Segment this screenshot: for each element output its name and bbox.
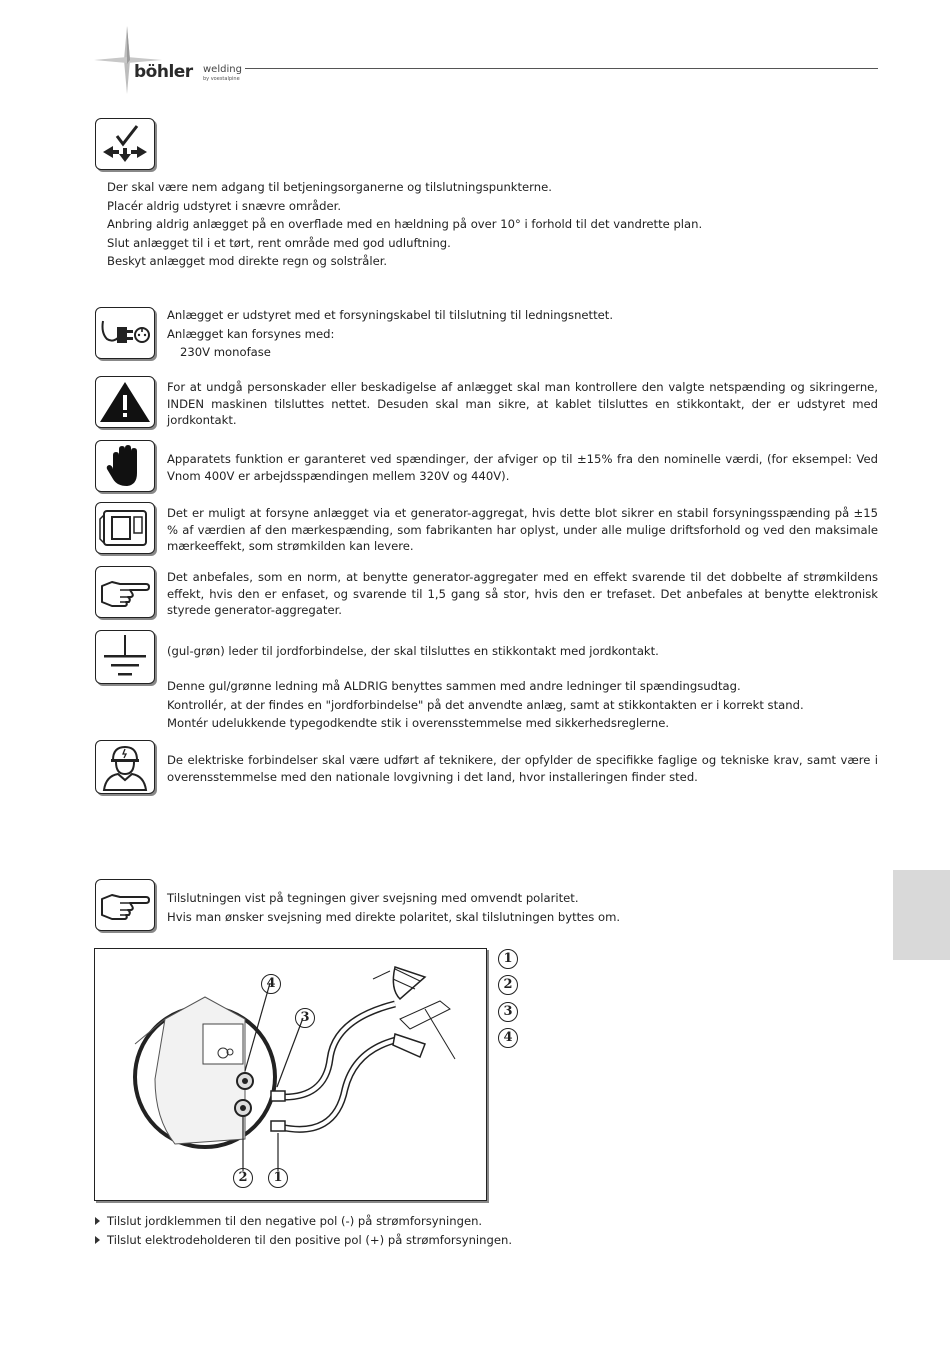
ground-line: Montér udelukkende typegodkendte stik i overensstemmelse med sikkerhedsreglerne. [167, 716, 670, 730]
callout-4: 4 [261, 974, 281, 994]
location-line: Beskyt anlægget mod direkte regn og solstråler. [107, 254, 388, 268]
warning-text: For at undgå personskader eller beskadigelse af anlægget skal man kontrollere den valgte netspænding og sikringerne, INDEN maskinen tilsluttes nettet. Desuden skal man sikre, at kablet tilsluttes en stikkontakt, der er udstyret med jordkontakt. [167, 380, 878, 427]
legend-3: 3 [498, 1002, 518, 1022]
location-text [107, 178, 867, 271]
location-line: Anbring aldrig anlægget på en overflade med en hældning på over 10° i forhold til det vandrette plan. [107, 217, 703, 231]
welder-connection-illustration [95, 949, 486, 1200]
power-text [167, 306, 877, 362]
voltage-text: Apparatets funktion er garanteret ved spændinger, der afviger op til ±15% fra den nominelle værdi, (for eksempel: Ved Vnom 400V er arbejdsspændingen mellem 320V og 440V). [167, 452, 878, 483]
ventilation-arrows-icon [95, 118, 155, 170]
electrician-icon [95, 740, 155, 794]
recommend-text: Det anbefales, som en norm, at benytte generator-aggregater med en effekt svarende til det dobbelte af strømkildens effekt, hvis den er enfaset, og svarende til 1,5 gang så stor, hvis den er trefaset. Det anbefales at benytte elektronisk styrede generator-aggregater. [167, 570, 878, 617]
callout-3: 3 [295, 1008, 315, 1028]
page-tab [893, 870, 950, 960]
connection-diagram [94, 948, 487, 1201]
ground-text [167, 677, 878, 733]
header-rule [245, 68, 878, 69]
power-line: Anlægget er udstyret med et forsyningskabel til tilslutning til ledningsnettet. [167, 308, 614, 322]
callout-2: 2 [233, 1168, 253, 1188]
location-line: Slut anlægget til i et tørt, rent område med god udluftning. [107, 235, 451, 250]
logo-star-icon [94, 24, 164, 94]
power-plug-icon [95, 307, 155, 359]
ground-line1: (gul-grøn) leder til jordforbindelse, der skal tilsluttes en stikkontakt med jordkontakt. [167, 644, 659, 658]
instruction-text: Tilslut jordklemmen til den negative pol (-) på strømforsyningen. [107, 1214, 483, 1228]
bullet-arrow-icon [95, 1236, 100, 1244]
ground-line: Denne gul/grønne ledning må ALDRIG benyttes sammen med andre ledninger til spændingsudtag. [167, 679, 741, 693]
polarity-line: Tilslutningen vist på tegningen giver svejsning med omvendt polaritet. [167, 891, 579, 905]
generator-text: Det er muligt at forsyne anlægget via et generator-aggregat, hvis dette blot sikrer en stabil forsyningsspænding på ±15 % af værdien af den mærkespænding, som fabrikanten har oplyst, under alle mulige driftsforhold og ved den maksimale mærkeeffekt, som strømkilden kan levere. [167, 506, 878, 553]
ground-symbol-icon [95, 630, 155, 684]
legend-2: 2 [498, 975, 518, 995]
location-line: Der skal være nem adgang til betjeningsorganerne og tilslutningspunkterne. [107, 180, 552, 194]
brand-name: böhler [134, 62, 193, 82]
brand-suffix: welding [203, 64, 242, 75]
brand-sub: by voestalpine [203, 76, 240, 82]
pointing-hand-icon [95, 879, 155, 931]
instruction-text: Tilslut elektrodeholderen til den positive pol (+) på strømforsyningen. [107, 1233, 513, 1247]
instruction-item [95, 1212, 855, 1230]
callout-1: 1 [268, 1168, 288, 1188]
legend-4: 4 [498, 1028, 518, 1048]
instruction-item [95, 1231, 855, 1249]
bullet-arrow-icon [95, 1217, 100, 1225]
electrician-text: De elektriske forbindelser skal være udført af teknikere, der opfylder de specifikke faglige og tekniske krav, samt være i overensstemmelse med den nationale lovgivning i det land, hvor installeringen finder sted. [167, 753, 878, 784]
polarity-text [167, 889, 878, 926]
generator-icon [95, 502, 155, 554]
ground-line: Kontrollér, at der findes en "jordforbindelse" på det anvendte anlæg, samt at stikkontakten er i korrekt stand. [167, 697, 804, 712]
polarity-line: Hvis man ønsker svejsning med direkte polaritet, skal tilslutningen byttes om. [167, 909, 621, 924]
warning-triangle-icon [95, 376, 155, 428]
pointing-hand-icon [95, 566, 155, 618]
stop-hand-icon [95, 440, 155, 492]
legend-1: 1 [498, 949, 518, 969]
location-line: Placér aldrig udstyret i snævre områder. [107, 198, 342, 213]
power-line: Anlægget kan forsynes med: [167, 326, 335, 341]
power-line: 230V monofase [180, 345, 271, 359]
